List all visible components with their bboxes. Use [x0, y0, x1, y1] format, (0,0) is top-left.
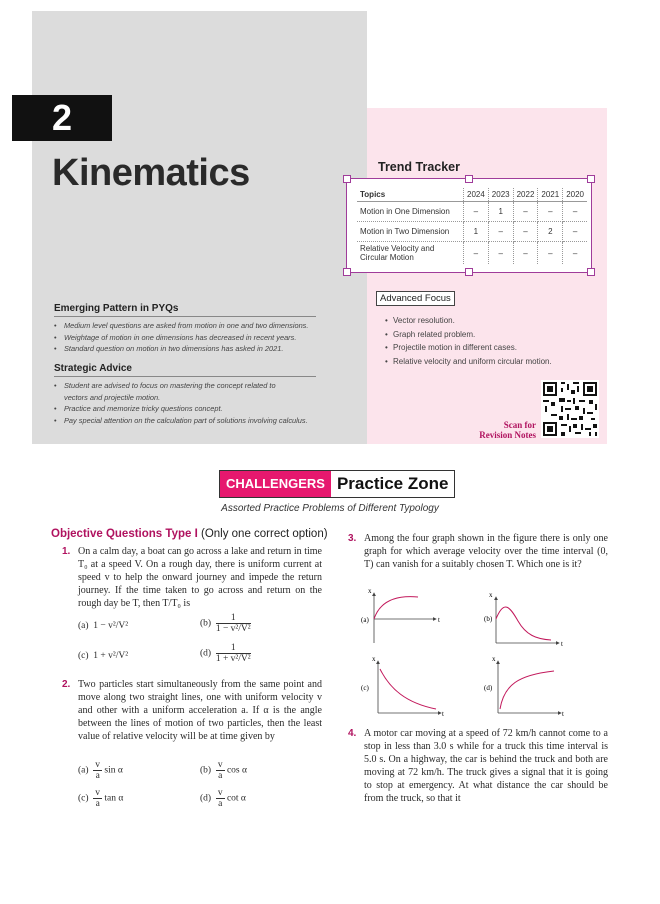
table-header: 2020	[563, 188, 587, 202]
graph-b	[484, 591, 563, 648]
table-cell: –	[538, 242, 563, 265]
q2-option-c	[78, 788, 123, 809]
graph-a	[361, 587, 440, 643]
option-text: sin α	[104, 765, 123, 776]
frame-handle	[587, 175, 595, 183]
question-1	[62, 545, 322, 610]
chapter-number: 2	[12, 95, 112, 141]
table-cell: 1	[464, 222, 489, 242]
practice-zone-subtitle: Assorted Practice Problems of Different Typology	[221, 503, 439, 514]
axis-label: x	[489, 591, 493, 599]
trend-tracker-title: Trend Tracker	[378, 160, 460, 174]
fraction-numerator: 1	[216, 613, 251, 624]
divider	[54, 316, 316, 317]
scan-line-1: Scan for	[503, 420, 536, 430]
option-fraction	[216, 760, 225, 781]
question-text: A motor car moving at a speed of 72 km/h cannot come to a stop in less than 3.0 s while for a truck this time interval is 5.0 s. On a highway, the car is behind the truck and both are moving at 72 km/h. The truck gives a signal that it is going to stop at emergency. At what distance the car should be from the truck, so that it	[364, 728, 608, 804]
objective-title-sub: (Only one correct option)	[200, 528, 328, 540]
strategic-advice-title: Strategic Advice	[54, 363, 132, 374]
graph-label: (d)	[484, 684, 493, 692]
option-fraction	[93, 760, 102, 781]
advanced-focus-list	[385, 314, 605, 368]
axis-label: x	[372, 655, 376, 663]
option-text: 1 − v²/V²	[93, 621, 129, 631]
frame-handle	[343, 175, 351, 183]
list-item: • Pay special attention on the calculation part of solutions involving calculus.	[54, 415, 334, 427]
axis-label: t	[562, 710, 564, 718]
strategic-advice-list	[54, 380, 308, 426]
practice-zone-badge: CHALLENGERS	[220, 471, 331, 497]
q1-option-a	[78, 621, 128, 631]
table-cell: –	[513, 242, 538, 265]
option-label: (a)	[78, 765, 89, 776]
table-cell: 1	[488, 202, 513, 222]
fraction-denominator: a	[95, 799, 100, 809]
fraction-denominator: 1 + v²/V²	[215, 654, 251, 664]
axis-label: t	[442, 710, 444, 718]
q3-graphs-figure	[356, 585, 606, 725]
fraction-numerator: v	[217, 760, 223, 770]
table-cell: –	[488, 242, 513, 265]
frame-handle	[465, 268, 473, 276]
option-fraction	[216, 643, 251, 664]
table-cell: –	[513, 202, 538, 222]
option-label: (d)	[200, 648, 212, 659]
table-cell: Relative Velocity and Circular Motion	[357, 242, 464, 265]
scan-caption	[440, 420, 536, 440]
table-cell: –	[488, 222, 513, 242]
question-3	[348, 532, 608, 571]
list-item: • Medium level questions are asked from motion in one and two dimensions.	[54, 320, 324, 332]
graph-d	[484, 655, 564, 718]
option-fraction	[216, 613, 251, 634]
list-item: • Graph related problem.	[385, 328, 605, 342]
axis-label: t	[438, 616, 440, 624]
frame-handle	[343, 268, 351, 276]
table-cell: 2	[538, 222, 563, 242]
option-text: 1 + v²/V²	[93, 651, 129, 661]
practice-zone-banner	[219, 470, 455, 498]
practice-zone-title: Practice Zone	[331, 471, 455, 497]
graph-label: (b)	[484, 615, 493, 623]
q1-option-b	[200, 613, 251, 634]
option-fraction	[93, 788, 102, 809]
list-item: • Standard question on motion in two dimensions has asked in 2021.	[54, 343, 324, 355]
divider	[54, 376, 316, 377]
q2-option-b	[200, 760, 247, 781]
option-text: cos α	[226, 765, 247, 776]
question-number: 1.	[62, 546, 71, 557]
table-row	[357, 222, 587, 242]
list-item: • Relative velocity and uniform circular motion.	[385, 355, 605, 369]
table-row	[357, 242, 587, 265]
objective-title-main: Objective Questions Type I	[51, 528, 198, 540]
trend-tracker-table	[357, 188, 587, 264]
frame-handle	[465, 175, 473, 183]
list-item: • Projectile motion in different cases.	[385, 341, 605, 355]
list-item: • Student are advised to focus on mastering the concept related to vectors and projectile motion.	[54, 380, 294, 403]
emerging-pattern-list	[54, 320, 324, 355]
question-number: 2.	[62, 679, 71, 690]
question-text: Two particles start simultaneously from the same point and move along two straight lines, one with uniform velocity v and other with a uniform acceleration a. If α is the angle between the lines of motion of two particles, then the least value of relative velocity will be at time given by	[78, 679, 322, 742]
option-label: (a)	[78, 621, 89, 631]
option-label: (c)	[78, 651, 89, 661]
option-label: (d)	[200, 793, 212, 804]
option-label: (b)	[200, 618, 212, 629]
question-number: 4.	[348, 728, 357, 739]
table-header: 2021	[538, 188, 563, 202]
objective-questions-title	[51, 528, 328, 540]
fraction-numerator: v	[95, 788, 101, 798]
table-cell: Motion in One Dimension	[357, 202, 464, 222]
option-fraction	[216, 788, 225, 809]
q2-option-d	[200, 788, 246, 809]
option-label: (b)	[200, 765, 212, 776]
option-text: tan α	[104, 793, 124, 804]
graph-c	[361, 655, 444, 718]
graph-curve	[380, 669, 436, 709]
table-cell: –	[572, 248, 578, 258]
q1-option-d	[200, 643, 251, 664]
fraction-denominator: a	[218, 799, 223, 809]
table-header: 2024	[464, 188, 489, 202]
table-cell: –	[563, 202, 587, 222]
table-cell: –	[513, 222, 538, 242]
table-cell: –	[464, 202, 489, 222]
fraction-denominator: 1 − v²/V²	[215, 624, 251, 634]
table-header: 2022	[513, 188, 538, 202]
table-row	[357, 202, 587, 222]
table-header: Topics	[357, 188, 464, 202]
option-label: (c)	[78, 793, 89, 804]
table-header: 2023	[488, 188, 513, 202]
fraction-numerator: v	[95, 760, 101, 770]
graph-label: (c)	[361, 684, 369, 692]
table-cell: –	[464, 242, 489, 265]
question-4	[348, 727, 608, 805]
list-item: • Practice and memorize tricky questions concept.	[54, 403, 294, 415]
list-item: • Weightage of motion in one dimensions has decreased in recent years.	[54, 332, 324, 344]
q2-option-a	[78, 760, 123, 781]
axis-label: x	[492, 655, 496, 663]
frame-handle	[587, 268, 595, 276]
question-number: 3.	[348, 533, 357, 544]
graph-curve	[496, 607, 551, 640]
table-cell: –	[538, 202, 563, 222]
advanced-focus-title: Advanced Focus	[376, 291, 455, 306]
qr-code-icon[interactable]	[541, 380, 599, 438]
question-text: Among the four graph shown in the figure there is only one graph for which average velocity over the time interval (0, T) can vanish for a suitably chosen T. Which one is it?	[364, 533, 608, 570]
option-text: cot α	[226, 793, 246, 804]
chapter-title: Kinematics	[52, 152, 250, 194]
fraction-denominator: a	[218, 771, 223, 781]
table-cell: –	[563, 222, 587, 242]
fraction-numerator: v	[217, 788, 223, 798]
axis-label: x	[368, 587, 372, 595]
emerging-pattern-title: Emerging Pattern in PYQs	[54, 303, 179, 314]
fraction-numerator: 1	[216, 643, 251, 654]
graph-label: (a)	[361, 616, 369, 624]
question-2	[62, 678, 322, 743]
question-text: On a calm day, a boat can go across a lake and return in time T₀ at a speed V. On a rough day, there is uniform current at speed v to help the onward journey and impede the return journey. If the time taken to go across and return on the rough day be T, then T/T₀ is	[78, 546, 322, 609]
list-item: • Vector resolution.	[385, 314, 605, 328]
table-cell: Motion in Two Dimension	[357, 222, 464, 242]
scan-line-2: Revision Notes	[479, 430, 536, 440]
trend-tracker-table-frame	[346, 178, 592, 273]
axis-label: t	[561, 640, 563, 648]
q1-option-c	[78, 651, 128, 661]
graph-curve	[374, 597, 418, 619]
graph-curve	[500, 671, 554, 709]
fraction-denominator: a	[95, 771, 100, 781]
table-header-row	[357, 188, 587, 202]
